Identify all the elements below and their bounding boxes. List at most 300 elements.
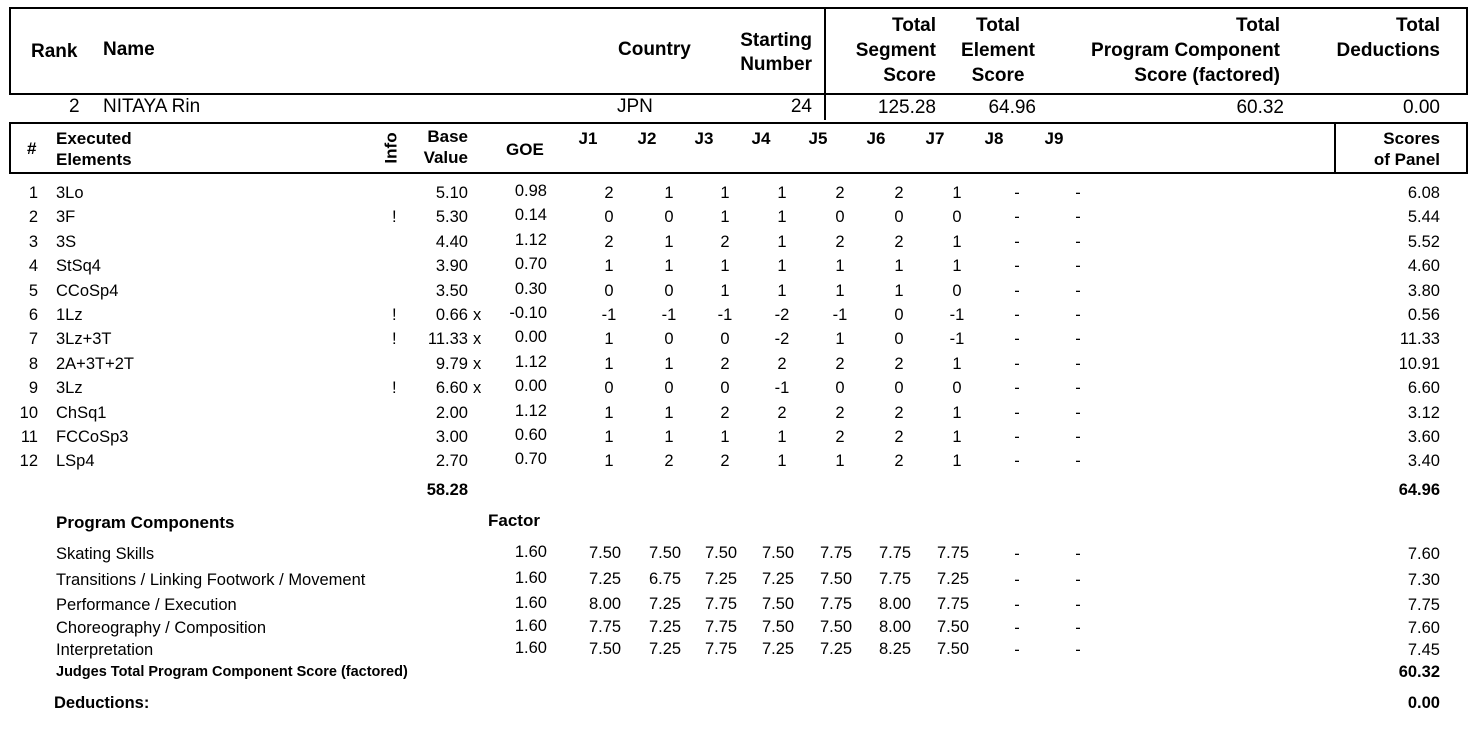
component-judge-8: - (1014, 571, 1020, 589)
component-judge-3: 7.75 (704, 640, 738, 658)
element-judge-6: 2 (894, 184, 904, 202)
element-judge-3: 1 (720, 282, 730, 300)
component-row (0, 617, 1477, 641)
component-judge-4: 7.25 (761, 570, 795, 588)
col-base-2: Value (423, 148, 468, 167)
component-judge-3: 7.75 (704, 595, 738, 613)
element-judge-6: 0 (894, 306, 904, 324)
country-label: Country (618, 39, 691, 60)
element-goe: 0.14 (514, 206, 547, 224)
element-judge-1: 1 (604, 355, 614, 373)
col-goe: GOE (506, 140, 544, 159)
table-row (0, 255, 1477, 279)
skater-deductions: 0.00 (1403, 97, 1440, 118)
element-info: ! (392, 208, 397, 226)
element-judge-5: 1 (835, 330, 845, 348)
factor-label: Factor (488, 511, 540, 530)
element-judge-7: -1 (949, 306, 965, 324)
component-score: 7.75 (1407, 596, 1440, 614)
element-goe: 0.70 (514, 255, 547, 273)
element-goe: 0.00 (514, 328, 547, 346)
element-base: 2.70 (435, 452, 468, 470)
element-judge-4: 1 (777, 184, 787, 202)
judge-header-9: J9 (1044, 129, 1064, 148)
element-info: ! (392, 306, 397, 324)
element-name: 3F (56, 208, 76, 226)
element-num: 8 (28, 355, 38, 373)
element-name: CCoSp4 (56, 282, 119, 300)
element-judge-3: 0 (720, 330, 730, 348)
tss-label-3: Score (883, 65, 936, 86)
component-judge-1: 8.00 (588, 595, 622, 613)
component-factor: 1.60 (514, 569, 547, 587)
element-num: 9 (28, 379, 38, 397)
element-judge-2: 1 (664, 404, 674, 422)
element-judge-3: 0 (720, 379, 730, 397)
element-judge-8: - (1014, 404, 1020, 422)
col-executed-2: Elements (56, 150, 132, 169)
element-score: 3.80 (1407, 282, 1440, 300)
judge-header-1: J1 (578, 129, 598, 148)
element-judge-7: 1 (952, 404, 962, 422)
table-row (0, 231, 1477, 255)
header-divider (824, 7, 826, 120)
element-judge-9: - (1075, 355, 1081, 373)
element-judge-3: 2 (720, 404, 730, 422)
element-judge-2: 1 (664, 257, 674, 275)
element-judge-5: 2 (835, 355, 845, 373)
element-judge-4: 1 (777, 428, 787, 446)
element-judge-2: -1 (661, 306, 677, 324)
element-name: 3S (56, 233, 77, 251)
col-info-label: Info (381, 132, 401, 164)
element-judge-5: 0 (835, 379, 845, 397)
component-row (0, 639, 1477, 663)
element-score: 11.33 (1399, 330, 1440, 348)
component-factor: 1.60 (514, 543, 547, 561)
col-num: # (27, 139, 37, 158)
element-name: ChSq1 (56, 404, 107, 422)
table-row (0, 426, 1477, 450)
component-judge-4: 7.25 (761, 640, 795, 658)
element-judge-2: 0 (664, 208, 674, 226)
components-header: Program Components (56, 513, 235, 532)
tes-label-1: Total (976, 15, 1020, 36)
element-base: 3.00 (435, 428, 468, 446)
element-judge-6: 2 (894, 428, 904, 446)
element-judge-7: 1 (952, 428, 962, 446)
col-scores-1: Scores (1383, 129, 1440, 148)
element-judge-4: 1 (777, 282, 787, 300)
element-judge-9: - (1075, 379, 1081, 397)
col-scores-2: of Panel (1373, 150, 1440, 169)
col-executed-1: Executed (56, 129, 132, 148)
elements-total-base: 58.28 (426, 481, 468, 499)
element-num: 12 (19, 452, 38, 470)
element-score: 6.60 (1407, 379, 1440, 397)
component-score: 7.45 (1407, 641, 1440, 659)
element-judge-1: 1 (604, 404, 614, 422)
element-judge-3: 1 (720, 257, 730, 275)
element-judge-4: 2 (777, 355, 787, 373)
element-base: 6.60 (435, 379, 468, 397)
element-judge-1: 2 (604, 184, 614, 202)
component-judge-1: 7.75 (588, 618, 622, 636)
pcs-label-1: Total (1236, 15, 1280, 36)
component-judge-5: 7.50 (819, 570, 853, 588)
element-judge-4: -2 (774, 306, 790, 324)
element-judge-6: 0 (894, 330, 904, 348)
ded-label-1: Total (1396, 15, 1440, 36)
component-judge-4: 7.50 (761, 618, 795, 636)
pcs-total-label: Judges Total Program Component Score (factored) (56, 664, 408, 680)
component-judge-2: 7.25 (648, 595, 682, 613)
element-judge-1: 0 (604, 208, 614, 226)
element-judge-5: 2 (835, 184, 845, 202)
elements-total-score: 64.96 (1398, 481, 1440, 499)
component-judge-2: 7.25 (648, 618, 682, 636)
element-base: 3.90 (435, 257, 468, 275)
component-judge-1: 7.50 (588, 640, 622, 658)
element-goe: 0.00 (514, 377, 547, 395)
element-judge-8: - (1014, 208, 1020, 226)
element-judge-8: - (1014, 282, 1020, 300)
component-name: Choreography / Composition (56, 619, 267, 637)
ded-label-2: Deductions (1336, 40, 1440, 61)
skater-starting-number: 24 (790, 96, 812, 117)
element-name: 3Lz (56, 379, 83, 397)
component-judge-7: 7.25 (936, 570, 970, 588)
skater-pcs: 60.32 (1236, 97, 1284, 118)
element-judge-9: - (1075, 306, 1081, 324)
element-judge-5: 2 (835, 233, 845, 251)
element-judge-5: -1 (832, 306, 848, 324)
judge-header-7: J7 (925, 129, 945, 148)
component-judge-4: 7.50 (761, 544, 795, 562)
element-judge-9: - (1075, 184, 1081, 202)
element-judge-2: 0 (664, 282, 674, 300)
element-judge-4: 1 (777, 233, 787, 251)
element-judge-9: - (1075, 330, 1081, 348)
component-judge-6: 7.75 (878, 544, 912, 562)
component-judge-1: 7.25 (588, 570, 622, 588)
judge-header-5: J5 (808, 129, 828, 148)
element-judge-6: 1 (894, 282, 904, 300)
element-judge-8: - (1014, 428, 1020, 446)
element-judge-5: 2 (835, 404, 845, 422)
element-judge-5: 1 (835, 257, 845, 275)
pcs-total-value: 60.32 (1398, 663, 1440, 681)
component-judge-9: - (1075, 545, 1081, 563)
table-row (0, 377, 1477, 401)
scores-divider (1334, 122, 1336, 174)
component-name: Skating Skills (56, 545, 155, 563)
element-score: 10.91 (1398, 355, 1440, 373)
table-row (0, 280, 1477, 304)
element-base: 2.00 (435, 404, 468, 422)
element-judge-3: 1 (720, 184, 730, 202)
component-score: 7.60 (1407, 545, 1440, 563)
element-score: 5.44 (1407, 208, 1440, 226)
element-judge-7: 0 (952, 282, 962, 300)
component-judge-3: 7.75 (704, 618, 738, 636)
element-judge-4: 1 (777, 452, 787, 470)
component-judge-6: 8.00 (878, 595, 912, 613)
component-judge-8: - (1014, 641, 1020, 659)
element-judge-4: 1 (777, 257, 787, 275)
component-row (0, 594, 1477, 618)
element-name: 2A+3T+2T (56, 355, 134, 373)
element-judge-6: 1 (894, 257, 904, 275)
table-row (0, 328, 1477, 352)
element-x-flag: x (473, 355, 482, 373)
element-judge-6: 2 (894, 233, 904, 251)
component-judge-3: 7.50 (704, 544, 738, 562)
element-goe: 0.30 (514, 280, 547, 298)
element-judge-7: 1 (952, 233, 962, 251)
element-num: 10 (19, 404, 38, 422)
component-judge-5: 7.25 (819, 640, 853, 658)
component-judge-9: - (1075, 641, 1081, 659)
element-judge-2: 0 (664, 379, 674, 397)
element-judge-8: - (1014, 330, 1020, 348)
element-score: 6.08 (1407, 184, 1440, 202)
element-goe: 1.12 (514, 402, 547, 420)
pcs-label-3: Score (factored) (1134, 65, 1280, 86)
element-base: 9.79 (435, 355, 468, 373)
element-judge-2: 2 (664, 452, 674, 470)
element-base: 3.50 (435, 282, 468, 300)
element-judge-8: - (1014, 379, 1020, 397)
component-judge-5: 7.75 (819, 595, 853, 613)
element-judge-1: 0 (604, 379, 614, 397)
component-judge-5: 7.75 (819, 544, 853, 562)
element-num: 2 (28, 208, 38, 226)
element-judge-9: - (1075, 428, 1081, 446)
component-judge-7: 7.50 (936, 640, 970, 658)
element-judge-1: 2 (604, 233, 614, 251)
element-judge-6: 2 (894, 355, 904, 373)
tss-label-1: Total (892, 15, 936, 36)
element-judge-1: 1 (604, 330, 614, 348)
skater-tss: 125.28 (877, 97, 936, 118)
element-judge-4: -2 (774, 330, 790, 348)
element-score: 5.52 (1407, 233, 1440, 251)
element-judge-5: 0 (835, 208, 845, 226)
table-row (0, 182, 1477, 206)
element-name: StSq4 (56, 257, 101, 275)
element-name: 3Lo (56, 184, 84, 202)
element-num: 11 (20, 428, 38, 446)
judge-header-4: J4 (751, 129, 771, 148)
component-judge-3: 7.25 (704, 570, 738, 588)
component-judge-8: - (1014, 596, 1020, 614)
element-x-flag: x (473, 379, 482, 397)
element-name: LSp4 (56, 452, 95, 470)
element-judge-4: 1 (777, 208, 787, 226)
component-judge-9: - (1075, 596, 1081, 614)
element-num: 3 (28, 233, 38, 251)
pcs-label-2: Program Component (1091, 40, 1280, 61)
component-judge-4: 7.50 (761, 595, 795, 613)
element-info: ! (392, 379, 397, 397)
element-judge-9: - (1075, 208, 1081, 226)
starting-label-1: Starting (740, 30, 812, 51)
component-judge-8: - (1014, 545, 1020, 563)
element-judge-3: -1 (717, 306, 733, 324)
element-base: 4.40 (435, 233, 468, 251)
element-judge-8: - (1014, 257, 1020, 275)
element-goe: 0.60 (514, 426, 547, 444)
component-factor: 1.60 (514, 617, 547, 635)
element-judge-2: 1 (664, 184, 674, 202)
element-base: 11.33 (427, 330, 468, 348)
component-judge-2: 7.25 (648, 640, 682, 658)
element-judge-9: - (1075, 282, 1081, 300)
table-row (0, 402, 1477, 426)
element-judge-6: 0 (894, 379, 904, 397)
component-judge-8: - (1014, 619, 1020, 637)
element-base: 5.30 (435, 208, 468, 226)
element-judge-7: 1 (952, 452, 962, 470)
element-judge-8: - (1014, 233, 1020, 251)
element-name: FCCoSp3 (56, 428, 129, 446)
element-judge-1: 0 (604, 282, 614, 300)
element-judge-1: -1 (601, 306, 617, 324)
element-judge-7: 0 (952, 208, 962, 226)
element-judge-8: - (1014, 355, 1020, 373)
element-judge-5: 1 (835, 282, 845, 300)
element-judge-9: - (1075, 233, 1081, 251)
element-goe: -0.10 (509, 304, 547, 322)
element-judge-9: - (1075, 452, 1081, 470)
component-judge-9: - (1075, 619, 1081, 637)
element-judge-2: 0 (664, 330, 674, 348)
element-judge-7: 0 (952, 379, 962, 397)
element-score: 0.56 (1407, 306, 1440, 324)
element-judge-7: 1 (952, 355, 962, 373)
element-judge-8: - (1014, 306, 1020, 324)
table-row (0, 304, 1477, 328)
element-judge-3: 1 (720, 208, 730, 226)
table-row (0, 353, 1477, 377)
element-num: 4 (28, 257, 38, 275)
element-x-flag: x (473, 330, 482, 348)
component-score: 7.60 (1407, 619, 1440, 637)
element-name: 1Lz (56, 306, 83, 324)
judge-header-8: J8 (984, 129, 1004, 148)
element-judge-2: 1 (664, 233, 674, 251)
element-x-flag: x (473, 306, 482, 324)
tes-label-3: Score (971, 65, 1025, 86)
element-score: 3.60 (1407, 428, 1440, 446)
component-judge-6: 8.00 (878, 618, 912, 636)
component-row (0, 569, 1477, 593)
element-num: 1 (28, 184, 38, 202)
table-row (0, 206, 1477, 230)
component-judge-7: 7.75 (936, 595, 970, 613)
element-judge-5: 2 (835, 428, 845, 446)
component-judge-5: 7.50 (819, 618, 853, 636)
element-judge-3: 2 (720, 355, 730, 373)
element-judge-8: - (1014, 184, 1020, 202)
deductions-total: 0.00 (1407, 694, 1440, 712)
element-judge-1: 1 (604, 452, 614, 470)
component-judge-7: 7.75 (936, 544, 970, 562)
component-judge-2: 6.75 (648, 570, 682, 588)
element-num: 5 (28, 282, 38, 300)
element-score: 3.40 (1407, 452, 1440, 470)
component-judge-1: 7.50 (588, 544, 622, 562)
element-judge-9: - (1075, 257, 1081, 275)
name-label: Name (103, 39, 155, 60)
element-judge-6: 2 (894, 452, 904, 470)
element-score: 4.60 (1407, 257, 1440, 275)
judge-header-6: J6 (866, 129, 886, 148)
elements-header-box (9, 122, 1468, 174)
element-judge-7: -1 (949, 330, 965, 348)
element-num: 6 (28, 306, 38, 324)
element-judge-6: 2 (894, 404, 904, 422)
skater-rank: 2 (69, 96, 80, 117)
component-row (0, 543, 1477, 567)
element-judge-3: 2 (720, 233, 730, 251)
skater-name: NITAYA Rin (103, 96, 201, 117)
element-judge-1: 1 (604, 257, 614, 275)
col-base-1: Base (427, 127, 468, 146)
component-name: Performance / Execution (56, 596, 237, 614)
element-num: 7 (28, 330, 38, 348)
element-judge-8: - (1014, 452, 1020, 470)
component-judge-9: - (1075, 571, 1081, 589)
judge-header-3: J3 (694, 129, 714, 148)
element-judge-5: 1 (835, 452, 845, 470)
element-info: ! (392, 330, 397, 348)
element-judge-2: 1 (664, 355, 674, 373)
element-score: 3.12 (1407, 404, 1440, 422)
judge-header-2: J2 (637, 129, 657, 148)
starting-label-2: Number (740, 54, 812, 75)
skater-country: JPN (617, 96, 653, 117)
element-name: 3Lz+3T (56, 330, 112, 348)
element-judge-6: 0 (894, 208, 904, 226)
element-judge-9: - (1075, 404, 1081, 422)
element-judge-7: 1 (952, 257, 962, 275)
element-judge-2: 1 (664, 428, 674, 446)
element-base: 5.10 (435, 184, 468, 202)
element-judge-1: 1 (604, 428, 614, 446)
rank-label: Rank (31, 41, 78, 62)
component-factor: 1.60 (514, 594, 547, 612)
component-score: 7.30 (1407, 571, 1440, 589)
component-name: Interpretation (56, 641, 154, 659)
element-judge-3: 2 (720, 452, 730, 470)
element-goe: 1.12 (514, 353, 547, 371)
component-judge-6: 7.75 (878, 570, 912, 588)
tes-label-2: Element (961, 40, 1035, 61)
element-base: 0.66 (435, 306, 468, 324)
component-judge-7: 7.50 (936, 618, 970, 636)
tss-label-2: Segment (855, 40, 936, 61)
table-row (0, 450, 1477, 474)
component-judge-2: 7.50 (648, 544, 682, 562)
component-judge-6: 8.25 (878, 640, 912, 658)
component-factor: 1.60 (514, 639, 547, 657)
element-goe: 0.98 (514, 182, 547, 200)
element-judge-4: -1 (774, 379, 790, 397)
component-name: Transitions / Linking Footwork / Movement (56, 571, 366, 589)
element-goe: 0.70 (514, 450, 547, 468)
